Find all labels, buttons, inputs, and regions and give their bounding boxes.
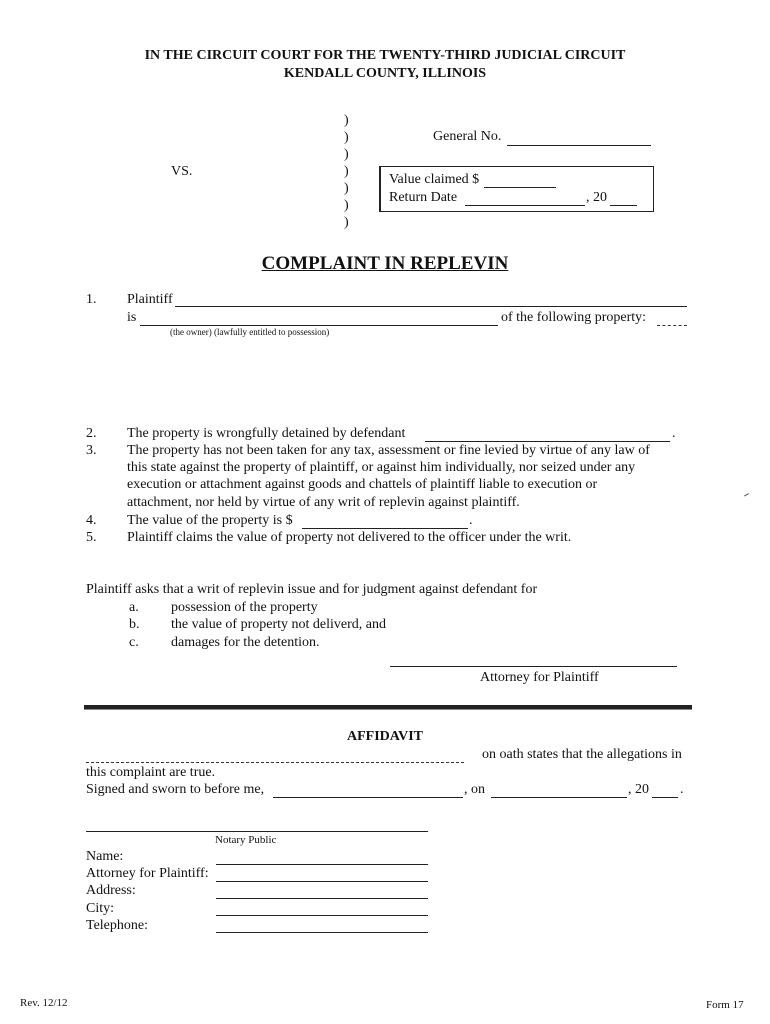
document-title: COMPLAINT IN REPLEVIN <box>261 253 509 274</box>
affidavit-title: AFFIDAVIT <box>347 729 423 744</box>
defendant-field[interactable] <box>425 441 670 442</box>
following-property-label: of the following property: <box>501 310 647 325</box>
paren: ) <box>344 164 349 179</box>
sworn-before-field[interactable] <box>273 797 463 798</box>
item-3-line-1: The property has not been taken for any tax, assessment or fine levied by virtue of any law of <box>127 443 650 458</box>
affidavit-oath-text: on oath states that the allegations in <box>482 747 682 762</box>
item-3-line-2: this state against the property of plaintiff, or against him individually, nor seized under any <box>127 460 636 475</box>
name-label: Name: <box>86 849 124 864</box>
address-label: Address: <box>86 883 136 898</box>
paren: ) <box>344 215 349 230</box>
item-4-period: . <box>469 513 473 528</box>
revision-label: Rev. 12/12 <box>20 997 68 1009</box>
prayer-intro: Plaintiff asks that a writ of replevin issue and for judgment against defendant for <box>86 582 538 597</box>
item-4-text: The value of the property is $ <box>127 513 293 528</box>
value-claimed-field[interactable] <box>484 187 556 188</box>
prayer-letter-a: a. <box>129 600 139 615</box>
item-number-2: 2. <box>86 426 97 441</box>
owner-note: (the owner) (lawfully entitled to possession) <box>170 327 330 337</box>
affidavit-line-2: this complaint are true. <box>86 765 216 780</box>
item-number-3: 3. <box>86 443 97 458</box>
on-label: , on <box>464 782 485 797</box>
telephone-field[interactable] <box>216 932 428 933</box>
attorney-signature-label: Attorney for Plaintiff <box>480 670 599 685</box>
sworn-date-field[interactable] <box>491 797 627 798</box>
attorney-for-plaintiff-label: Attorney for Plaintiff: <box>86 866 209 881</box>
court-header-line2: KENDALL COUNTY, ILLINOIS <box>283 66 487 81</box>
versus-label: VS. <box>171 164 193 179</box>
prayer-option-b: the value of property not deliverd, and <box>171 617 386 632</box>
address-field[interactable] <box>216 898 428 899</box>
sworn-period: . <box>680 782 684 797</box>
item-3-line-4: attachment, nor held by virtue of any writ of replevin against plaintiff. <box>127 495 520 510</box>
plaintiff-label: Plaintiff <box>127 292 173 307</box>
item-number-4: 4. <box>86 513 97 528</box>
notary-public-label: Notary Public <box>215 834 277 846</box>
property-line-end <box>657 325 687 326</box>
name-field[interactable] <box>216 864 428 865</box>
item-2-text: The property is wrongfully detained by defendant <box>127 426 406 441</box>
paren: ) <box>344 181 349 196</box>
section-divider <box>84 705 692 710</box>
paren: ) <box>344 147 349 162</box>
city-label: City: <box>86 901 115 916</box>
notary-signature-line[interactable] <box>86 831 428 832</box>
item-number-1: 1. <box>86 292 97 307</box>
item-3-line-3: execution or attachment against goods and chattels of plaintiff liable to execution or <box>127 477 598 492</box>
item-number-5: 5. <box>86 530 97 545</box>
attorney-signature-line[interactable] <box>390 666 677 667</box>
signed-sworn-text: Signed and sworn to before me, <box>86 782 265 797</box>
paren: ) <box>344 113 349 128</box>
general-no-label: General No. <box>433 129 502 144</box>
property-value-field[interactable] <box>302 528 468 529</box>
form-number-label: Form 17 <box>706 999 744 1011</box>
paren: ) <box>344 198 349 213</box>
return-year-field[interactable] <box>610 205 637 206</box>
return-year-prefix: , 20 <box>586 190 607 205</box>
stray-mark <box>744 493 751 500</box>
plaintiff-name-field[interactable] <box>175 306 687 307</box>
attorney-field[interactable] <box>216 881 428 882</box>
sworn-year-field[interactable] <box>652 797 678 798</box>
return-date-field[interactable] <box>465 205 585 206</box>
item-5-text: Plaintiff claims the value of property not delivered to the officer under the writ. <box>127 530 572 545</box>
prayer-option-c: damages for the detention. <box>171 635 320 650</box>
court-header-line1: IN THE CIRCUIT COURT FOR THE TWENTY-THIRD JUDICIAL CIRCUIT <box>144 48 626 63</box>
affiant-name-field[interactable] <box>86 762 464 763</box>
paren: ) <box>344 130 349 145</box>
return-date-label: Return Date <box>389 190 458 205</box>
ownership-field[interactable] <box>140 325 498 326</box>
item-2-period: . <box>672 426 676 441</box>
prayer-letter-b: b. <box>129 617 140 632</box>
prayer-option-a: possession of the property <box>171 600 318 615</box>
sworn-year-prefix: , 20 <box>628 782 649 797</box>
city-field[interactable] <box>216 915 428 916</box>
general-no-field[interactable] <box>507 145 651 146</box>
value-claimed-label: Value claimed $ <box>389 172 480 187</box>
is-label: is <box>127 310 137 325</box>
telephone-label: Telephone: <box>86 918 148 933</box>
prayer-letter-c: c. <box>129 635 139 650</box>
